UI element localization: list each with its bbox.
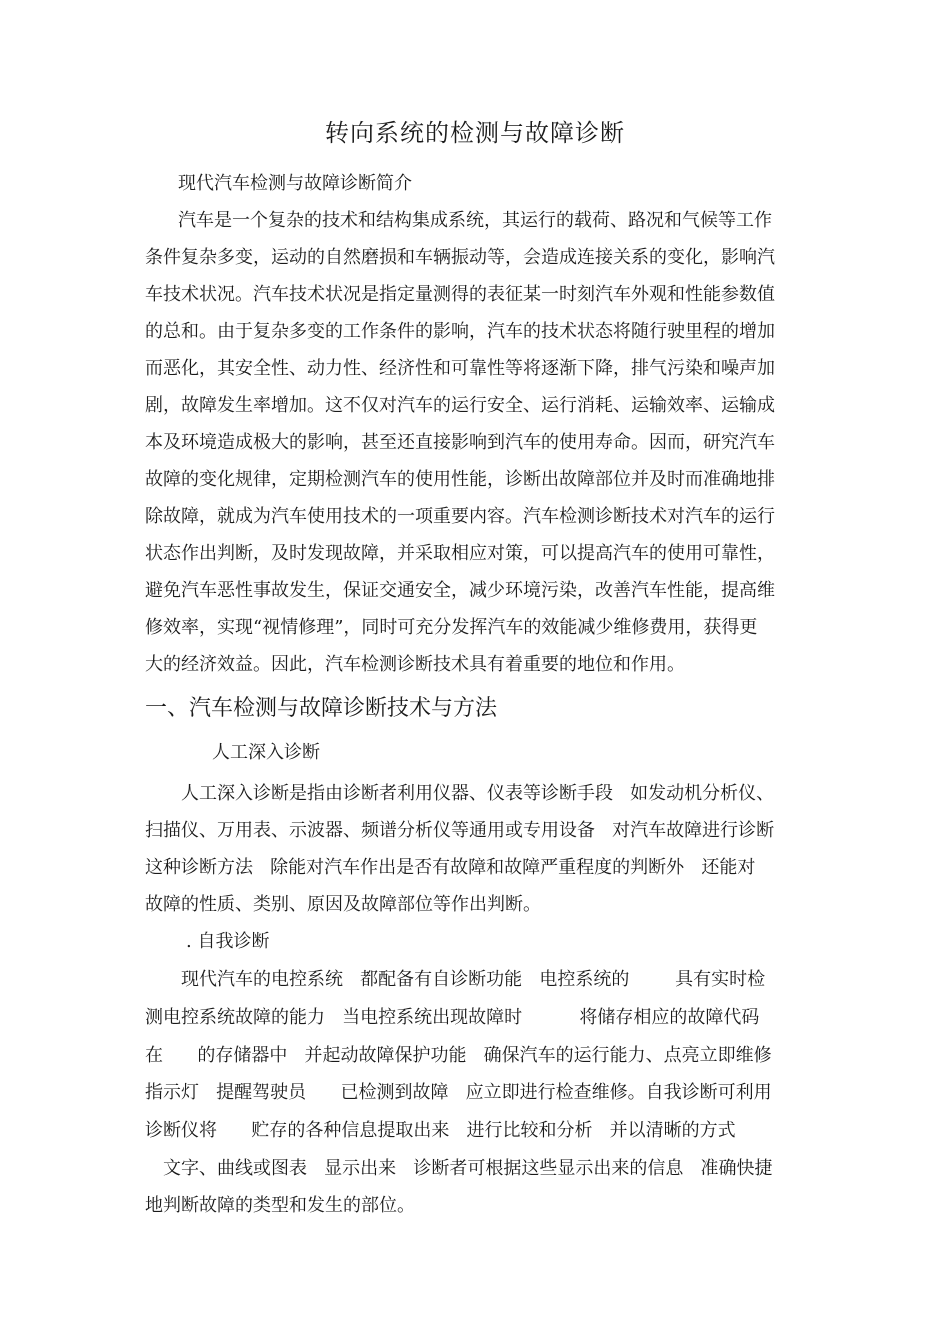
paragraph-line: 在 的存储器中 并起动故障保护功能 确保汽车的运行能力、点亮立即维修	[145, 1045, 772, 1066]
paragraph-line: 人工深入诊断是指由诊断者利用仪器、仪表等诊断手段 如发动机分析仪、	[181, 783, 775, 804]
section-heading: 一、汽车检测与故障诊断技术与方法	[145, 696, 498, 721]
paragraph-line: 指示灯 提醒驾驶员 已检测到故障 应立即进行检查维修。自我诊断可利用	[145, 1082, 772, 1103]
paragraph-line: 现代汽车的电控系统 都配备有自诊断功能 电控系统的 具有实时检	[181, 969, 766, 990]
paragraph-line: 诊断仪将 贮存的各种信息提取出来 进行比较和分析 并以清晰的方式	[145, 1120, 736, 1141]
paragraph-line: 故障的变化规律，定期检测汽车的使用性能，诊断出故障部位并及时而准确地排	[145, 469, 775, 490]
paragraph-line: 故障的性质、类别、原因及故障部位等作出判断。	[145, 894, 541, 915]
paragraph-line: 而恶化，其安全性、动力性、经济性和可靠性等将逐渐下降，排气污染和噪声加	[145, 358, 775, 379]
paragraph-line: 文字、曲线或图表 显示出来 诊断者可根据这些显示出来的信息 准确快捷	[163, 1158, 773, 1179]
paragraph-line: 状态作出判断，及时发现故障，并采取相应对策，可以提高汽车的使用可靠性，	[145, 543, 775, 564]
paragraph-line: 汽车是一个复杂的技术和结构集成系统，其运行的载荷、路况和气候等工作	[178, 210, 772, 231]
paragraph-line: 地判断故障的类型和发生的部位。	[145, 1195, 415, 1216]
paragraph-line: 车技术状况。汽车技术状况是指定量测得的表征某一时刻汽车外观和性能参数值	[145, 284, 775, 305]
paragraph-line: 本及环境造成极大的影响，甚至还直接影响到汽车的使用寿命。因而，研究汽车	[145, 432, 775, 453]
paragraph-line: 除故障，就成为汽车使用技术的一项重要内容。汽车检测诊断技术对汽车的运行	[145, 506, 775, 527]
paragraph-line: 剧，故障发生率增加。这不仅对汽车的运行安全、运行消耗、运输效率、运输成	[145, 395, 775, 416]
paragraph-line: 的总和。由于复杂多变的工作条件的影响，汽车的技术状态将随行驶里程的增加	[145, 321, 775, 342]
paragraph-line: 避免汽车恶性事故发生，保证交通安全，减少环境污染，改善汽车性能，提高维	[145, 580, 775, 601]
paragraph-line: 扫描仪、万用表、示波器、频谱分析仪等通用或专用设备 对汽车故障进行诊断	[145, 820, 775, 841]
paragraph-line: 大的经济效益。因此，汽车检测诊断技术具有着重要的地位和作用。	[145, 654, 685, 675]
paragraph-line: 修效率，实现“视情修理”，同时可充分发挥汽车的效能减少维修费用，获得更	[145, 617, 758, 638]
page-title: 转向系统的检测与故障诊断	[325, 119, 625, 147]
subsection-heading-self: . 自我诊断	[186, 931, 270, 952]
intro-heading: 现代汽车检测与故障诊断简介	[178, 173, 412, 194]
paragraph-line: 这种诊断方法 除能对汽车作出是否有故障和故障严重程度的判断外 还能对	[145, 857, 756, 878]
paragraph-line: 测电控系统故障的能力 当电控系统出现故障时 将储存相应的故障代码	[145, 1007, 760, 1028]
paragraph-line: 条件复杂多变，运动的自然磨损和车辆振动等，会造成连接关系的变化，影响汽	[145, 247, 775, 268]
subsection-heading-manual: 人工深入诊断	[212, 742, 320, 763]
